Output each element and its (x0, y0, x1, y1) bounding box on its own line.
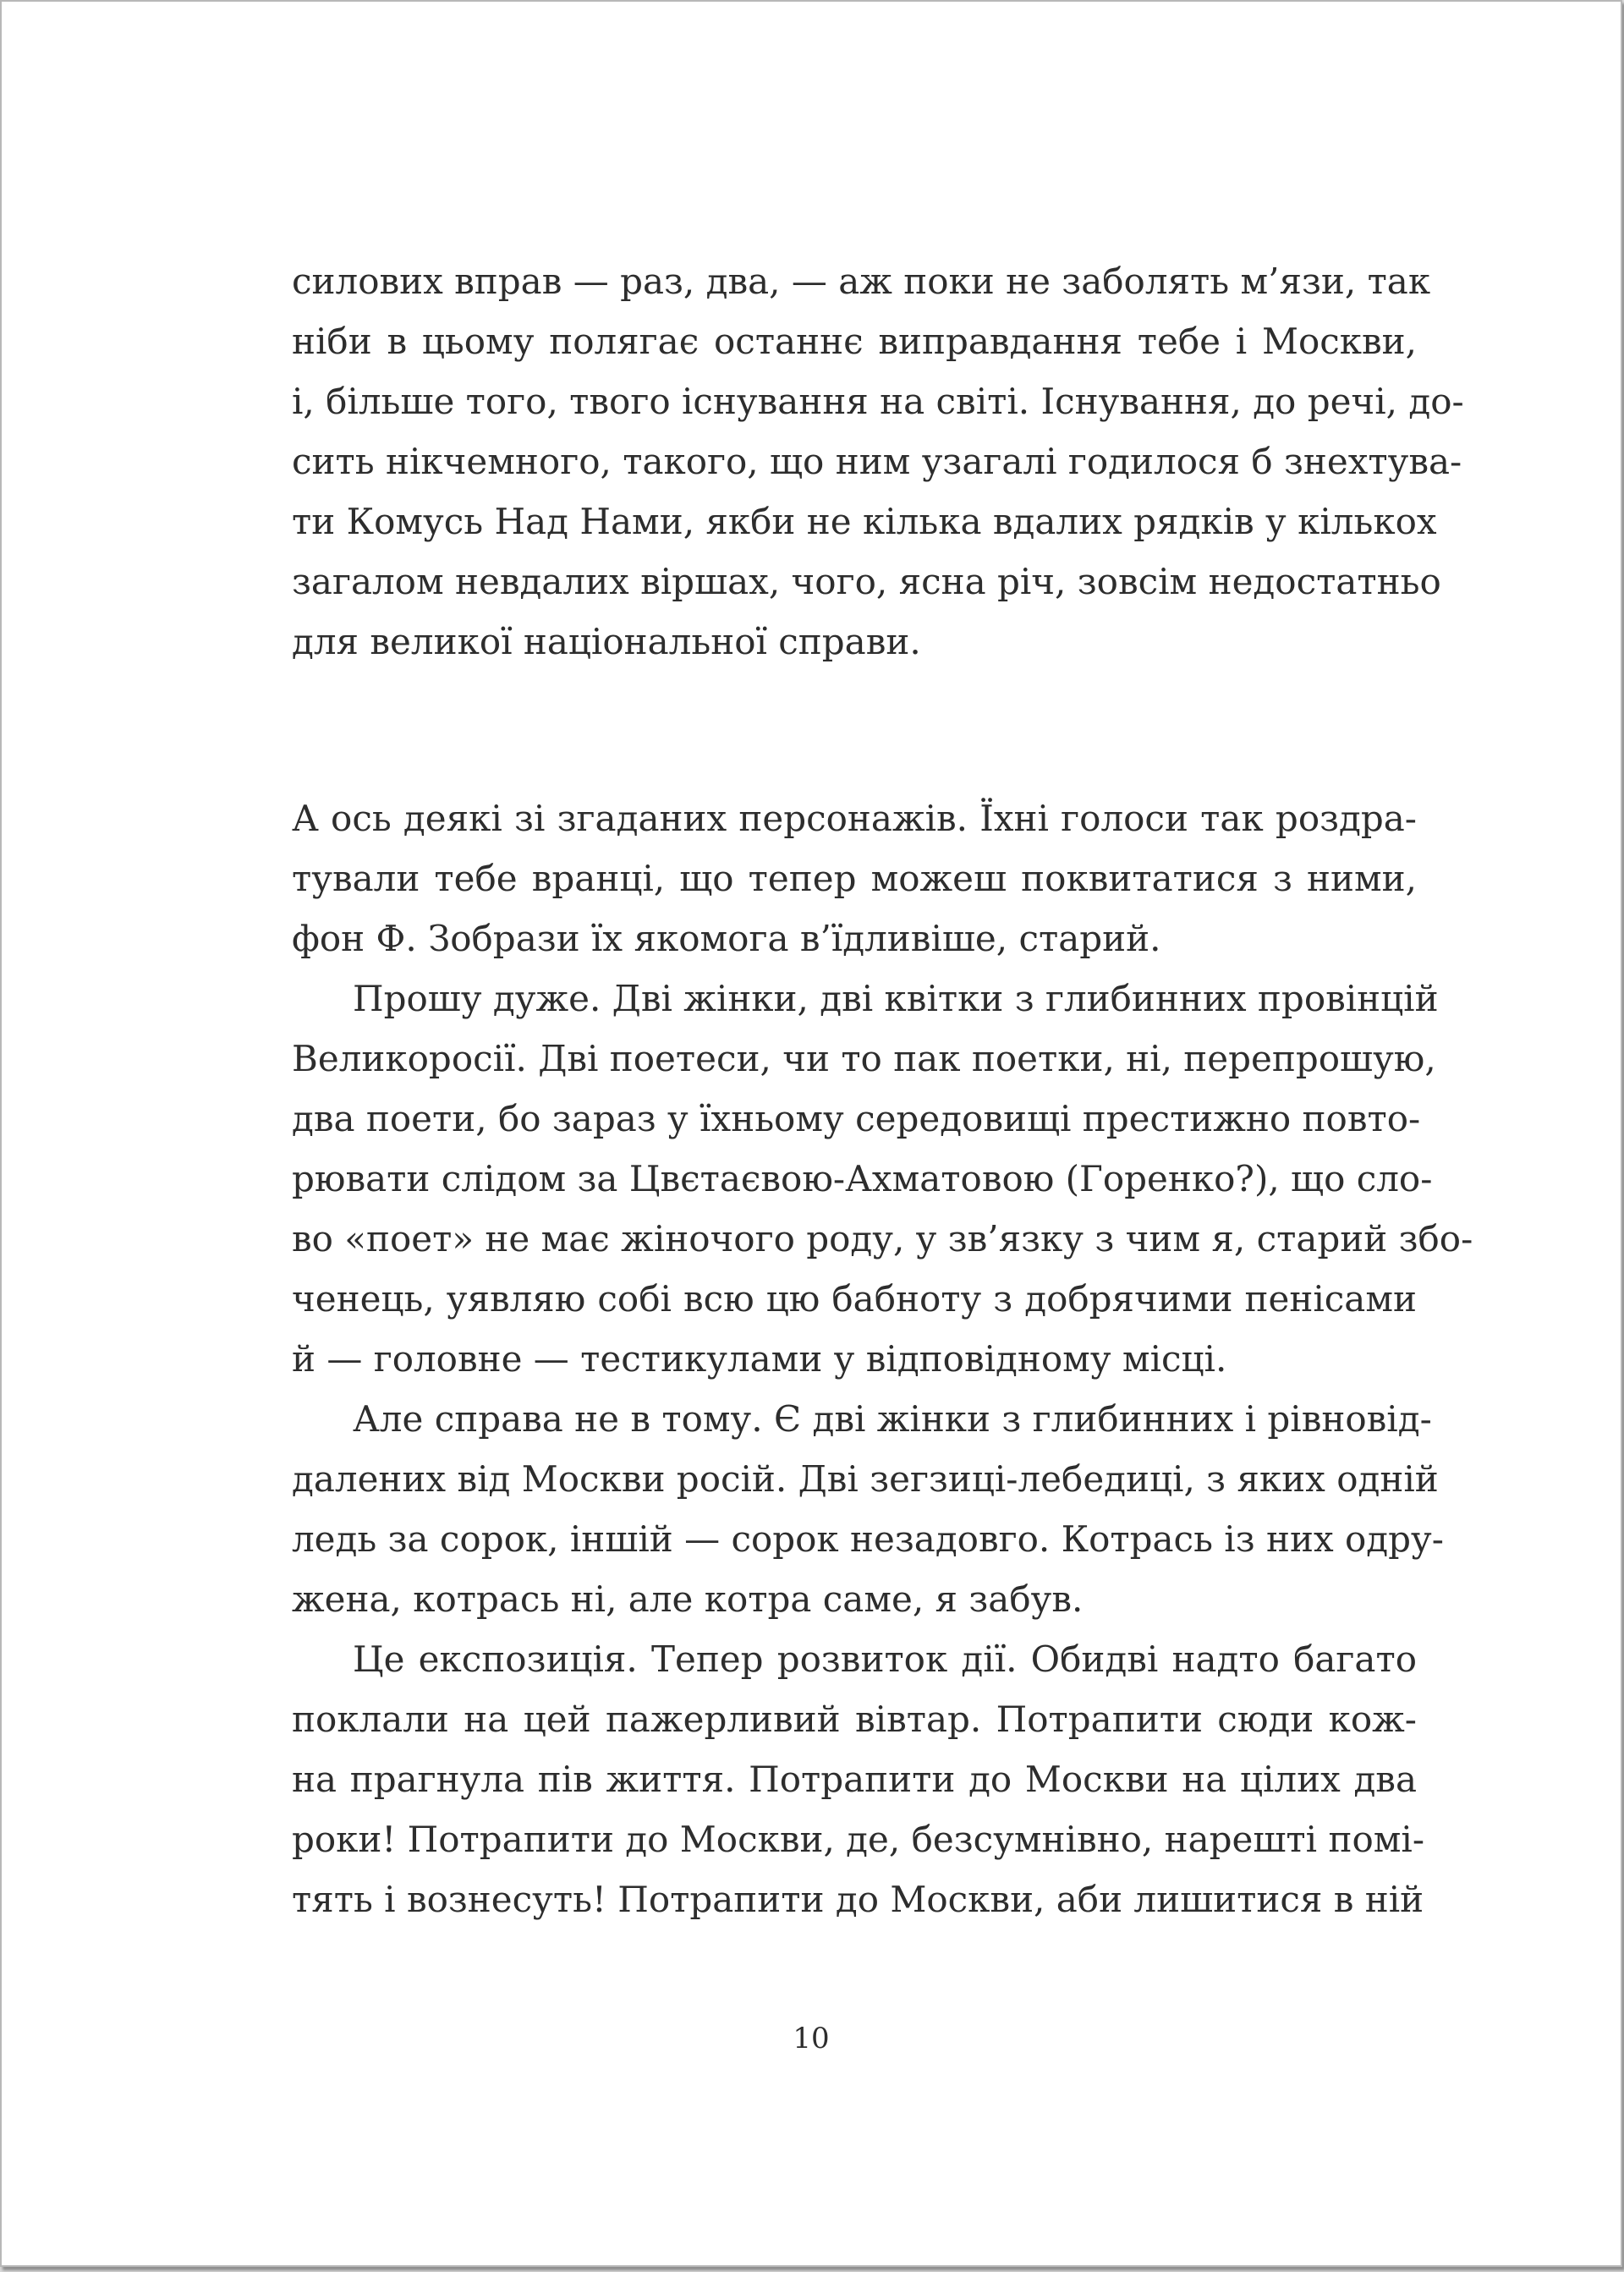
text-line: ти Комусь Над Нами, якби не кілька вдалих рядків у кількох (292, 501, 1437, 542)
text-block-continuation (292, 251, 1464, 672)
text-line: й — головне — тестикулами у відповідному місці. (292, 1338, 1227, 1380)
text-block-section (292, 788, 1473, 1929)
text-line: ченець, уявляю собі всю цю бабноту з добрячими пенісами (292, 1278, 1417, 1320)
text-line: Але справа не в тому. Є дві жінки з глибинних і рівновід- (353, 1398, 1432, 1440)
text-line: загалом невдалих віршах, чого, ясна річ, зовсім недостатньо (292, 561, 1441, 602)
text-line: два поети, бо зараз у їхньому середовищі престижно повто- (292, 1098, 1421, 1139)
text-line: на прагнула пів життя. Потрапити до Москви на цілих два (292, 1759, 1417, 1800)
text-line: силових вправ — раз, два, — аж поки не заболять м’язи, так (292, 261, 1431, 302)
text-line: рювати слідом за Цвєтаєвою-Ахматовою (Горенко?), що сло- (292, 1158, 1433, 1199)
text-line: роки! Потрапити до Москви, де, безсумнівно, нарешті помі- (292, 1819, 1425, 1860)
text-line: Великоросії. Дві поетеси, чи то пак поетки, ні, перепрошую, (292, 1038, 1436, 1079)
text-line: сить нікчемного, такого, що ним узагалі годилося б знехтува- (292, 441, 1462, 482)
text-line: тували тебе вранці, що тепер можеш поквитатися з ними, (292, 858, 1417, 899)
text-line: ніби в цьому полягає останнє виправдання тебе і Москви, (292, 321, 1417, 362)
text-line: во «поет» не має жіночого роду, у зв’язку з чим я, старий збо- (292, 1218, 1473, 1259)
page-number: 10 (793, 2022, 830, 2055)
text-line: ледь за сорок, іншій — сорок незадовго. Котрась із них одру- (292, 1518, 1444, 1560)
text-line: фон Ф. Зобрази їх якомога в’їдливіше, старий. (292, 918, 1161, 959)
text-line: далених від Москви росій. Дві зегзиці-лебедиці, з яких одній (292, 1458, 1439, 1500)
text-line: і, більше того, твого існування на світі. Існування, до речі, до- (292, 381, 1464, 422)
text-line: тять і вознесуть! Потрапити до Москви, аби лишитися в ній (292, 1879, 1424, 1920)
text-line: Це експозиція. Тепер розвиток дії. Обидві надто багато (353, 1638, 1417, 1680)
text-line: поклали на цей пажерливий вівтар. Потрапити сюди кож- (292, 1699, 1417, 1740)
text-line: Прошу дуже. Дві жінки, дві квітки з глибинних провінцій (353, 978, 1439, 1019)
text-line: жена, котрась ні, але котра саме, я забув. (292, 1578, 1084, 1620)
text-line: А ось деякі зі згаданих персонажів. Їхні голоси так роздра- (292, 798, 1417, 839)
text-line: для великої національної справи. (292, 621, 921, 662)
